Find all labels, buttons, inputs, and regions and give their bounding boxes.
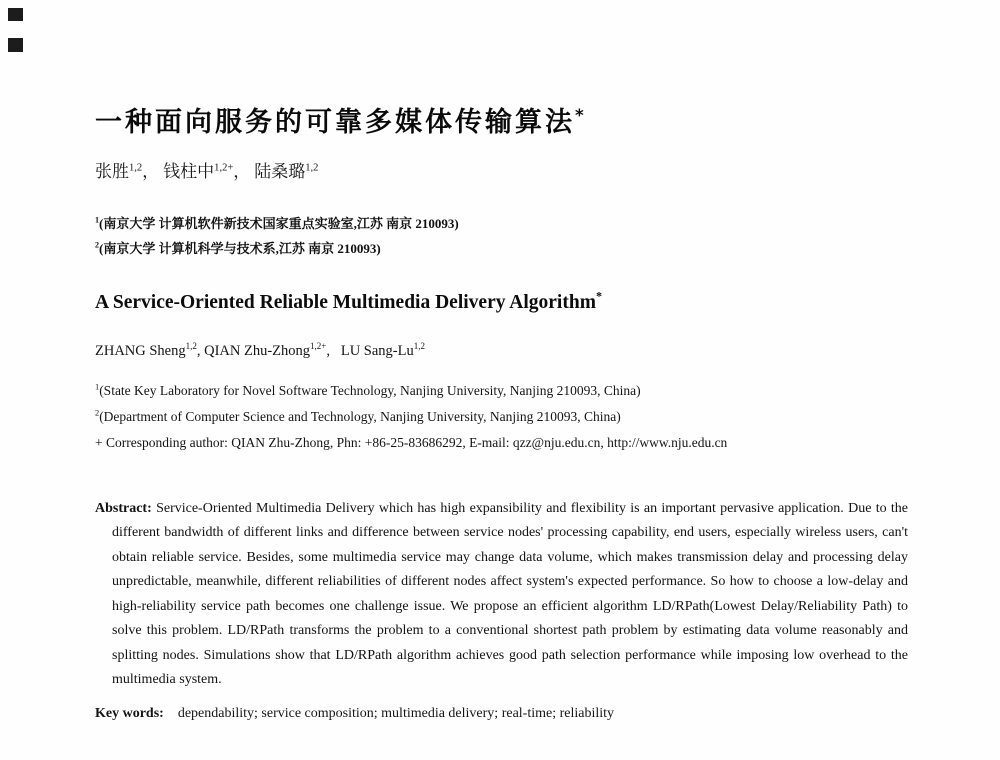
title-footnote-mark: * — [595, 289, 602, 304]
scan-artifact — [8, 38, 23, 52]
keywords-label: Key words: — [95, 705, 164, 721]
keywords-line — [95, 706, 908, 722]
chinese-authors-line — [95, 157, 908, 182]
author-sup: 1,2+ — [310, 340, 327, 351]
affiliation-line — [95, 236, 908, 261]
english-authors-line — [95, 340, 908, 360]
english-title — [95, 289, 908, 314]
author-name: 钱柱中 — [163, 161, 215, 181]
abstract-label: Abstract: — [95, 500, 152, 516]
author-sup: 1,2 — [413, 340, 425, 351]
affiliation-line — [95, 378, 908, 404]
author-name: 陆桑璐 — [254, 161, 306, 181]
english-title-text: A Service-Oriented Reliable Multimedia Delivery Algorithm — [95, 291, 596, 313]
author-separator: , — [326, 342, 334, 359]
affiliation-sup: 2 — [95, 240, 100, 250]
author-separator: , — [196, 342, 205, 359]
author-sup: 1,2 — [305, 162, 319, 174]
affiliation-sup: 1 — [95, 382, 100, 392]
affiliation-line — [95, 211, 908, 236]
affiliation-text: (南京大学 计算机软件新技术国家重点实验室,江苏 南京 210093) — [99, 215, 459, 231]
chinese-affiliations — [95, 211, 908, 261]
chinese-title-text: 一种面向服务的可靠多媒体传输算法 — [95, 107, 575, 138]
affiliation-line — [95, 404, 908, 430]
affiliation-sup: 2 — [95, 408, 100, 418]
author-separator: ， — [233, 161, 255, 181]
author-separator: ， — [142, 161, 164, 181]
author-sup: 1,2 — [185, 340, 197, 351]
author-name: 张胜 — [95, 161, 129, 181]
affiliation-text: (Department of Computer Science and Technology, Nanjing University, Nanjing 210093, China) — [99, 408, 621, 424]
author-name: LU Sang-Lu — [340, 342, 414, 359]
affiliation-text: (南京大学 计算机科学与技术系,江苏 南京 210093) — [99, 240, 381, 256]
affiliation-sup: 1 — [95, 215, 100, 225]
scan-artifact — [8, 8, 23, 21]
corresponding-author-line: + Corresponding author: QIAN Zhu-Zhong, Phn: +86-25-83686292, E-mail: qzz@nju.edu.cn, http://www.nju.edu.cn — [95, 434, 728, 450]
author-sup: 1,2+ — [214, 162, 234, 174]
author-sup: 1,2 — [129, 162, 143, 174]
abstract-paragraph — [95, 497, 908, 693]
title-footnote-mark: * — [575, 105, 584, 125]
author-name: QIAN Zhu-Zhong — [204, 342, 311, 359]
english-affiliations — [95, 378, 908, 456]
keywords-text: dependability; service composition; multimedia delivery; real-time; reliability — [177, 705, 615, 721]
chinese-title — [95, 106, 908, 140]
author-name: ZHANG Sheng — [95, 342, 186, 359]
affiliation-text: (State Key Laboratory for Novel Software Technology, Nanjing University, Nanjing 210093, China) — [99, 382, 641, 398]
abstract-text: Service-Oriented Multimedia Delivery which has high expansibility and flexibility is an important pervasive application. Due to the different bandwidth of different links and difference between service nodes' processing capability, end users, especially wireless users, can't obtain reliable service. Besides, some multimedia service may change data volume, which makes transmission delay and processing delay unpredictable, meanwhile, different reliabilities of different nodes affect system's expected performance. So how to choose a low-delay and high-reliability service path becomes one challenge issue. We propose an efficient algorithm LD/RPath(Lowest Delay/Reliability Path) to solve this problem. LD/RPath transforms the problem to a conventional shortest path problem by estimating data volume reasonably and splitting nodes. Simulations show that LD/RPath algorithm achieves good path selection performance while imposing low overhead to the multimedia system. — [112, 500, 909, 688]
